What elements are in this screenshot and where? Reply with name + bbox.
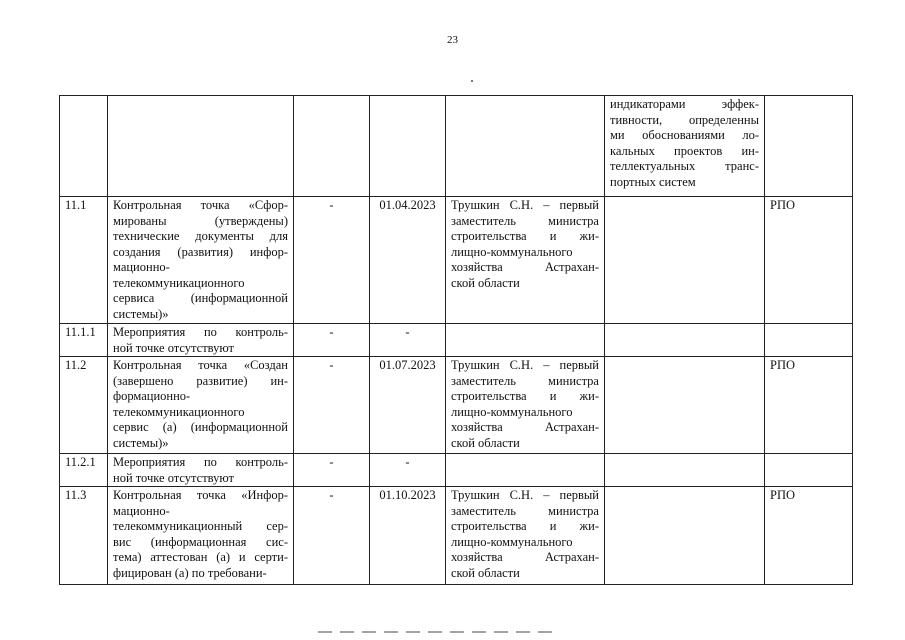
start-cell <box>294 96 370 197</box>
end-date-cell: 01.10.2023 <box>370 487 446 585</box>
page-number: 23 <box>447 34 458 46</box>
control-cell <box>765 454 853 487</box>
end-cell <box>370 96 446 197</box>
result-cell <box>605 197 765 324</box>
text-line: (завершено развитие) ин- <box>113 373 288 388</box>
text-line: сервис (а) (информационной <box>113 420 288 434</box>
start-date-cell: - <box>294 324 370 357</box>
text-line: заместитель министра <box>451 213 599 228</box>
end-date-cell: 01.04.2023 <box>370 197 446 324</box>
result-cell <box>605 357 765 454</box>
text-line: ской области <box>451 275 520 290</box>
result-cell <box>605 96 765 197</box>
text-line: ной точке отсутствуют <box>113 470 235 485</box>
responsible-cell <box>446 454 605 487</box>
table-row <box>60 324 853 357</box>
text-line: лищно-коммунального <box>451 244 573 259</box>
text-line: кальных проектов ин- <box>610 143 759 158</box>
text-line: телекоммуникационного <box>113 275 245 290</box>
num-cell <box>60 96 108 197</box>
table-row <box>60 487 853 585</box>
description-cell <box>108 357 294 454</box>
text-line: лищно-коммунального <box>451 404 573 419</box>
text-line: Трушкин С.Н. – первый <box>451 198 599 212</box>
end-date-cell: 01.07.2023 <box>370 357 446 454</box>
text-line: заместитель министра <box>451 373 599 388</box>
text-line: тема) аттестован (а) и серти- <box>113 550 288 564</box>
text-line: Мероприятия по контроль- <box>113 325 288 339</box>
start-date-cell: - <box>294 357 370 454</box>
start-date-cell: - <box>294 454 370 487</box>
description-cell <box>108 454 294 487</box>
table-row <box>60 197 853 324</box>
row-number-cell: 11.2.1 <box>60 454 108 487</box>
description-cell <box>108 324 294 357</box>
responsible-cell <box>446 357 605 454</box>
text-line: телекоммуникационный сер- <box>113 519 288 533</box>
text-line: Контрольная точка «Создан <box>113 358 288 372</box>
text-line: теллектуальных транс- <box>610 159 759 173</box>
responsible-cell <box>446 197 605 324</box>
result-cell <box>605 487 765 585</box>
desc-cell <box>108 96 294 197</box>
start-date-cell: - <box>294 197 370 324</box>
continuation-row <box>60 96 853 197</box>
table-row <box>60 357 853 454</box>
text-line: ской области <box>451 565 520 580</box>
control-cell: РПО <box>765 197 853 324</box>
text-line: ной точке отсутствуют <box>113 340 235 355</box>
row-number-cell: 11.3 <box>60 487 108 585</box>
scan-artifact <box>318 631 558 633</box>
text-line: ми обоснованиями ло- <box>610 128 759 142</box>
text-line: строительства и жи- <box>451 519 599 533</box>
text-line: Контрольная точка «Инфор- <box>113 488 288 502</box>
control-cell <box>765 96 853 197</box>
text-line: Трушкин С.Н. – первый <box>451 358 599 372</box>
text-line: хозяйства Астрахан- <box>451 550 599 564</box>
text-line: мационно- <box>113 503 170 518</box>
text-line: фицирован (а) по требовани- <box>113 565 267 580</box>
text-line: мированы (утверждены) <box>113 213 288 228</box>
responsible-cell <box>446 96 605 197</box>
control-cell <box>765 324 853 357</box>
text-line: Контрольная точка «Сфор- <box>113 198 288 212</box>
text-line: системы)» <box>113 306 169 321</box>
text-line: сервиса (информационной <box>113 291 288 305</box>
text-line: телекоммуникационного <box>113 404 245 419</box>
text-line: индикаторами эффек- <box>610 97 759 111</box>
text-line: строительства и жи- <box>451 229 599 243</box>
text-line: портных систем <box>610 174 696 189</box>
text-line: формационно- <box>113 389 191 403</box>
text-line: создания (развития) инфор- <box>113 244 288 259</box>
text-line: Трушкин С.Н. – первый <box>451 488 599 502</box>
text-line: технические документы для <box>113 229 288 243</box>
description-cell <box>108 197 294 324</box>
text-line: строительства и жи- <box>451 389 599 403</box>
text-line: ской области <box>451 435 520 450</box>
description-cell <box>108 487 294 585</box>
row-number-cell: 11.1.1 <box>60 324 108 357</box>
responsible-cell <box>446 324 605 357</box>
text-line: тивности, определенны <box>610 112 759 127</box>
text-line: лищно-коммунального <box>451 534 573 549</box>
scan-dot <box>471 80 473 82</box>
text-line: системы)» <box>113 435 169 450</box>
responsible-cell <box>446 487 605 585</box>
result-cell <box>605 454 765 487</box>
row-number-cell: 11.1 <box>60 197 108 324</box>
text-line: Мероприятия по контроль- <box>113 455 288 469</box>
result-cell <box>605 324 765 357</box>
text-line: вис (информационная сис- <box>113 534 288 549</box>
control-cell: РПО <box>765 487 853 585</box>
end-date-cell: - <box>370 454 446 487</box>
end-date-cell: - <box>370 324 446 357</box>
text-line: заместитель министра <box>451 503 599 518</box>
plan-table <box>59 95 853 585</box>
table-row <box>60 454 853 487</box>
text-line: хозяйства Астрахан- <box>451 420 599 434</box>
text-line: мационно- <box>113 260 170 274</box>
start-date-cell: - <box>294 487 370 585</box>
row-number-cell: 11.2 <box>60 357 108 454</box>
control-cell: РПО <box>765 357 853 454</box>
text-line: хозяйства Астрахан- <box>451 260 599 274</box>
